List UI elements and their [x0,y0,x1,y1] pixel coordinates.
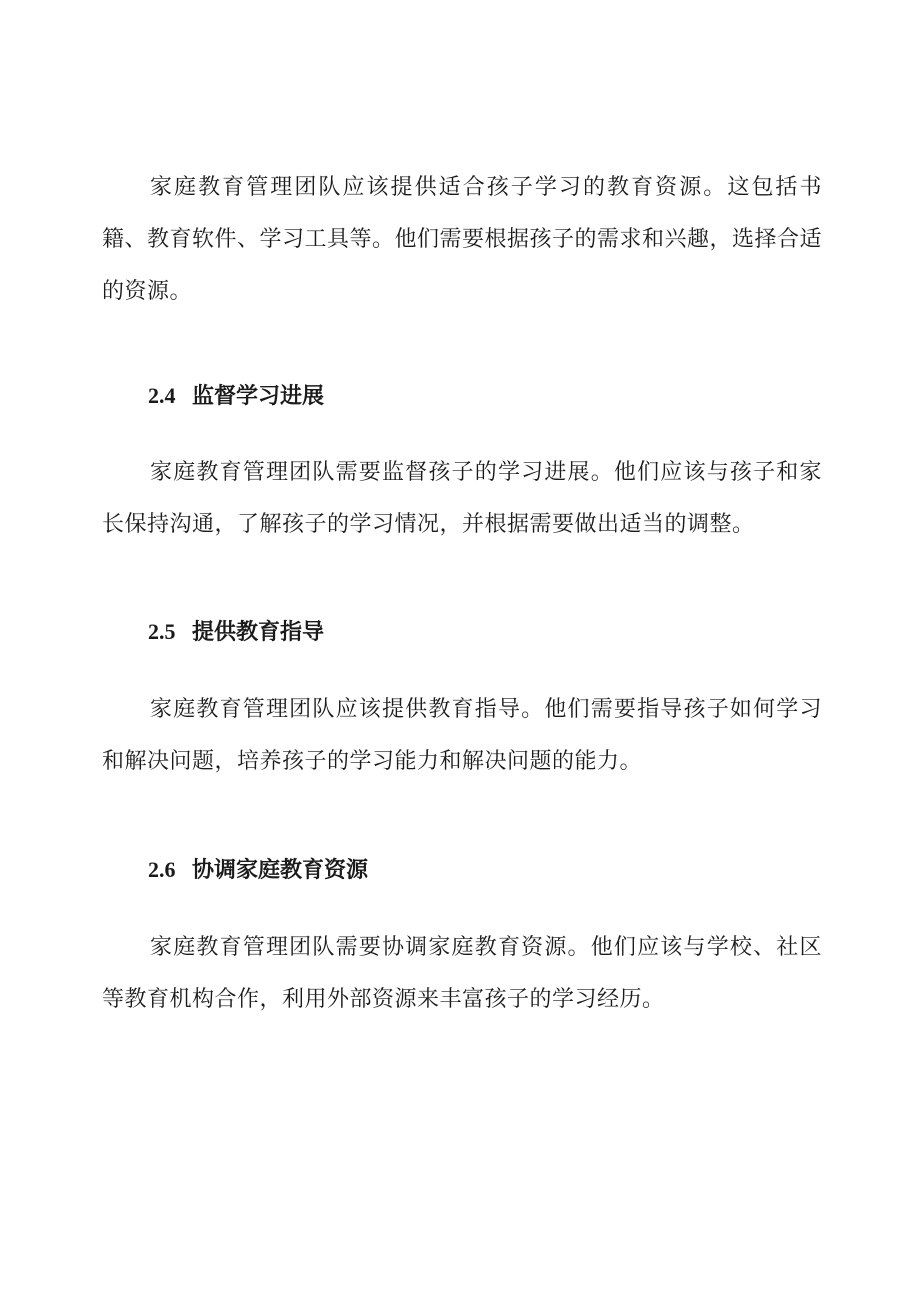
section-title: 协调家庭教育资源 [192,858,369,883]
section-body-2-5: 家庭教育管理团队应该提供教育指导。他们需要指导孩子如何学习和解决问题，培养孩子的学习能力和解决问题的能力。 [102,697,822,774]
intro-paragraph: 家庭教育管理团队应该提供适合孩子学习的教育资源。这包括书籍、教育软件、学习工具等。他们需要根据孩子的需求和兴趣，选择合适的资源。 [102,175,823,304]
section-number: 2.5 [148,619,176,644]
section-title: 监督学习进展 [192,384,325,409]
section-heading-2-5 [148,617,324,648]
section-body-2-6: 家庭教育管理团队需要协调家庭教育资源。他们应该与学校、社区等教育机构合作，利用外部资源来丰富孩子的学习经历。 [102,935,822,1012]
section-body-2-4: 家庭教育管理团队需要监督孩子的学习进展。他们应该与孩子和家长保持沟通，了解孩子的学习情况，并根据需要做出适当的调整。 [102,460,822,537]
section-number: 2.6 [148,857,176,882]
section-title: 提供教育指导 [192,620,325,645]
section-number: 2.4 [148,383,176,408]
section-heading-2-4 [148,381,324,412]
section-heading-2-6 [148,855,368,886]
